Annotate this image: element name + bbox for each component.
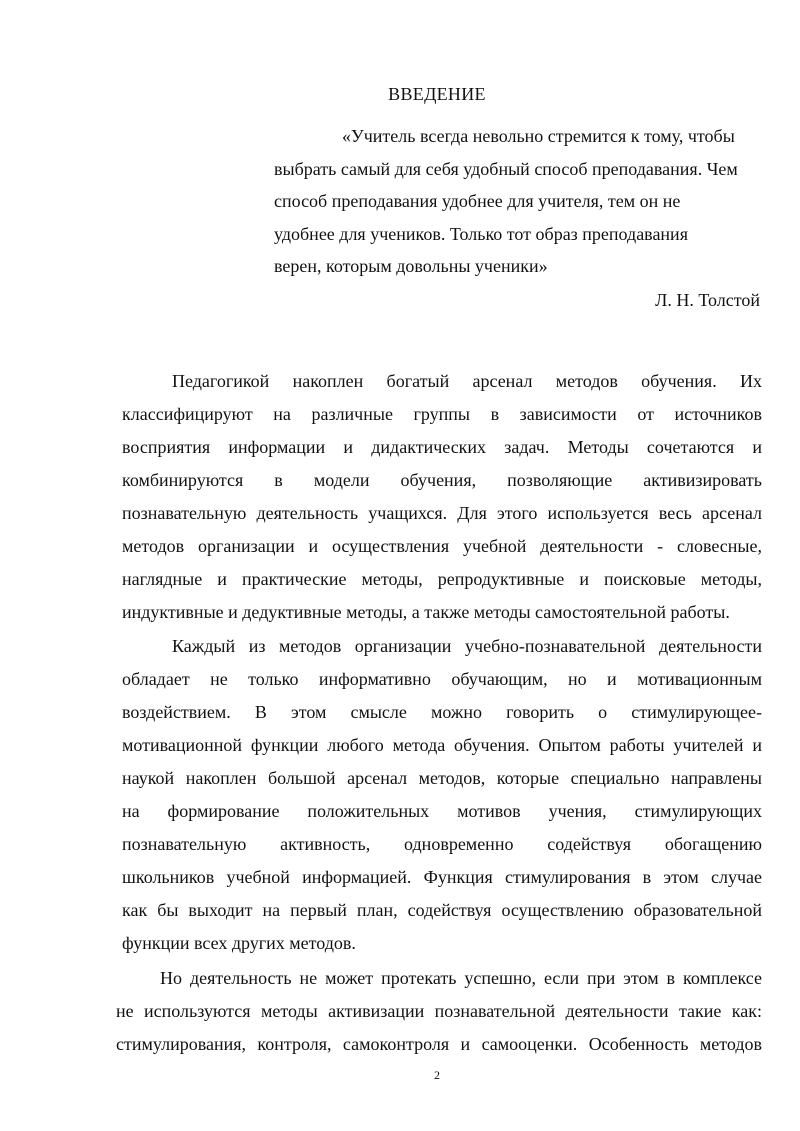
epigraph-line: удобнее для учеников. Только тот образ преподавания <box>274 223 688 244</box>
text-line: функции всех других методов. <box>122 933 356 953</box>
text-line: не используются методы активизации познавательной деятельности такие как: <box>116 1001 762 1021</box>
text-line: воздействием. В этом смысле можно говорить о стимулирующее- <box>122 702 762 722</box>
text-line: Каждый из методов организации учебно-познавательной деятельности <box>172 636 762 656</box>
text-line: классифицируют на различные группы в зависимости от источников <box>122 404 762 424</box>
epigraph-quote <box>274 120 774 283</box>
text-line: методов организации и осуществления учебной деятельности - словесные, <box>122 536 762 556</box>
text-line: познавательную активность, одновременно содействуя обогащению <box>122 834 762 854</box>
text-line: обладает не только информативно обучающим, но и мотивационным <box>122 669 762 689</box>
epigraph-author: Л. Н. Толстой <box>655 290 760 310</box>
text-line: Педагогикой накоплен богатый арсенал методов обучения. Их <box>172 371 762 391</box>
paragraph-2 <box>122 630 762 960</box>
epigraph-line: способ преподавания удобнее для учителя, тем он не <box>274 191 681 211</box>
epigraph-line: верен, которым довольны ученики» <box>274 256 548 276</box>
text-line: наглядные и практические методы, репродуктивные и поисковые методы, <box>122 569 762 589</box>
text-line: восприятия информации и дидактических задач. Методы сочетаются и <box>122 437 762 457</box>
text-line: как бы выходит на первый план, содействуя осуществлению образовательной <box>122 900 762 920</box>
epigraph-line: выбрать самый для себя удобный способ преподавания. Чем <box>274 158 738 179</box>
text-line: на формирование положительных мотивов учения, стимулирующих <box>122 801 762 821</box>
paragraph-1 <box>122 365 762 629</box>
page-number: 2 <box>434 1068 440 1082</box>
text-line: стимулирования, контроля, самоконтроля и самооценки. Особенность методов <box>116 1034 762 1054</box>
text-line: мотивационной функции любого метода обучения. Опытом работы учителей и <box>122 735 762 755</box>
text-line: комбинируются в модели обучения, позволяющие активизировать <box>122 470 762 490</box>
text-line: Но деятельность не может протекать успешно, если при этом в комплексе <box>160 968 762 988</box>
section-heading: ВВЕДЕНИЕ <box>388 84 486 104</box>
text-line: индуктивные и дедуктивные методы, а также методы самостоятельной работы. <box>122 602 730 622</box>
text-line: школьников учебной информацией. Функция стимулирования в этом случае <box>122 867 762 887</box>
epigraph-line: «Учитель всегда невольно стремится к тому, чтобы <box>342 126 735 146</box>
text-line: наукой накоплен большой арсенал методов, которые специально направлены <box>122 768 762 788</box>
text-line: познавательную деятельность учащихся. Для этого используется весь арсенал <box>122 503 762 523</box>
paragraph-3 <box>116 962 762 1061</box>
